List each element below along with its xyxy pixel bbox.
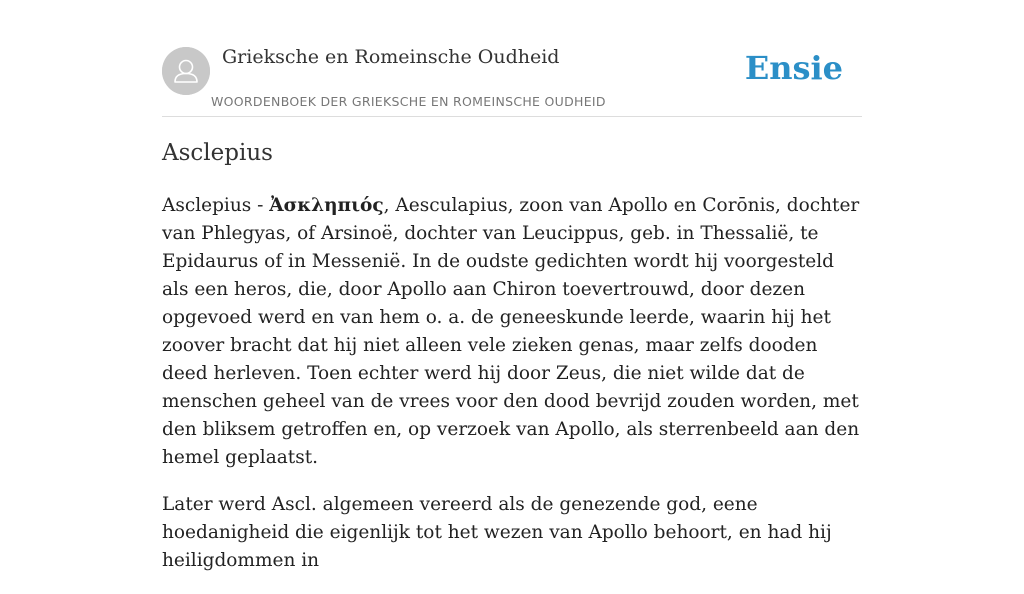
source-title-link[interactable]: Grieksche en Romeinsche Oudheid	[222, 46, 560, 68]
entry-body	[162, 192, 862, 594]
entry-paragraph-2: Later werd Ascl. algemeen vereerd als de genezende god, eene hoedanigheid die eigenlijk tot het wezen van Apollo behoort, en had hij heiligdommen in	[162, 494, 832, 571]
entry-title: Asclepius	[162, 140, 273, 166]
entry-paragraph-1	[162, 192, 862, 472]
entry-text: , Aesculapius, zoon van Apollo en Corōnis, dochter van Phlegyas, of Arsinoë, dochter van Leucippus, geb. in Thessalië, te Epidaurus of in Messenië. In de oudste gedichten wordt hij voorgesteld als een heros, die, door Apollo aan Chiron toevertrouwd, door dezen opgevoed werd en van hem o. a. de geneeskunde leerde, waarin hij het zoover bracht dat hij niet alleen vele zieken genas, maar zelfs dooden deed herleven. Toen echter werd hij door Zeus, die niet wilde dat de menschen geheel van de vrees voor den dood bevrijd zouden worden, met den bliksem getroffen en, op verzoek van Apollo, als sterrenbeeld aan den hemel geplaatst.	[162, 195, 860, 468]
source-subtitle: WOORDENBOEK DER GRIEKSCHE EN ROMEINSCHE OUDHEID	[211, 94, 606, 109]
page	[162, 0, 862, 571]
header	[162, 0, 862, 117]
ensie-logo[interactable]: Ensie	[744, 49, 843, 87]
avatar[interactable]	[162, 47, 210, 95]
user-icon	[162, 47, 210, 95]
greek-name: Ἀσκληπιός	[269, 195, 384, 216]
entry-lead: Asclepius -	[162, 195, 270, 216]
